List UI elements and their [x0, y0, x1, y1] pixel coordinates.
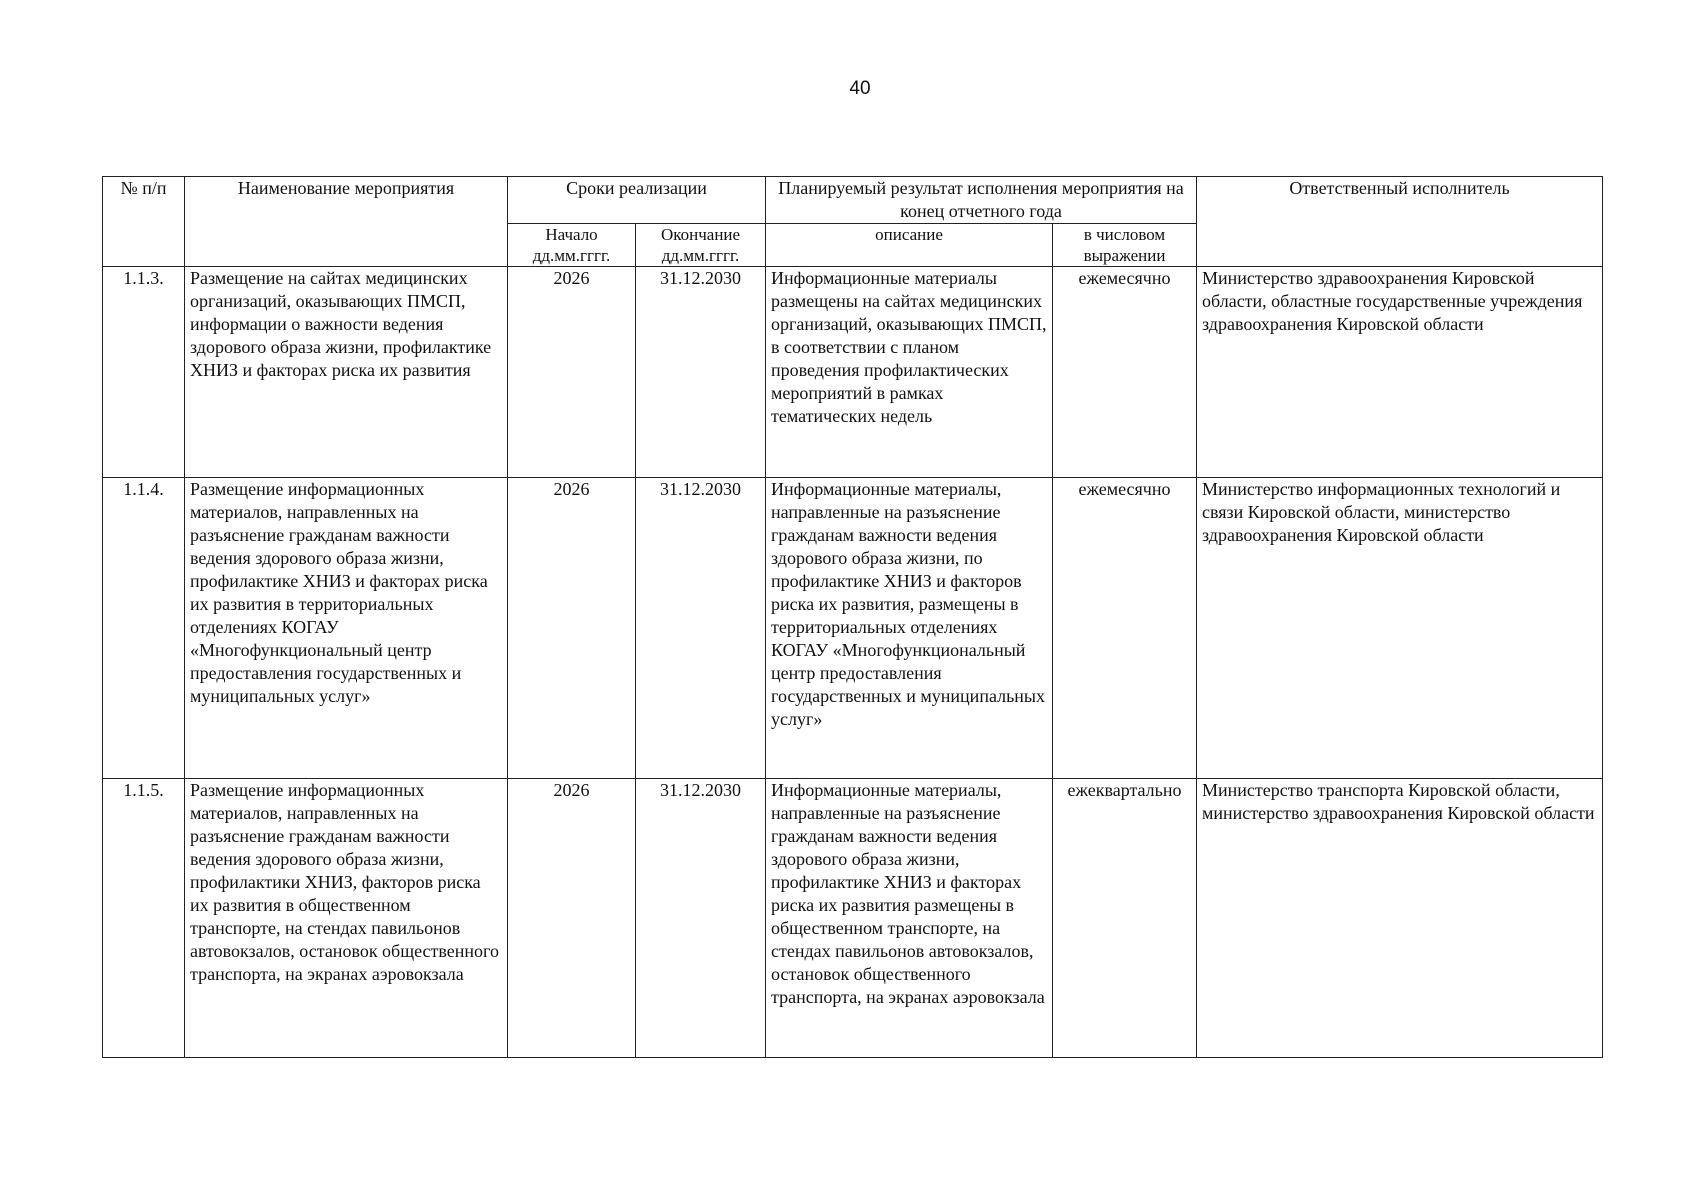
row-description: Информационные материалы, направленные на разъяснение гражданам важности ведения здорового образа жизни, профилактике ХНИЗ и факторах риска их развития размещены в общественном транспорте, на стендах павильонов автовокзалов, остановок общественного транспорта, на экранах аэровокзала: [766, 779, 1053, 1058]
table-row: [103, 267, 1603, 478]
row-numeric: ежемесячно: [1053, 267, 1197, 478]
header-result: Планируемый результат исполнения мероприятия на конец отчетного года: [766, 177, 1197, 224]
row-end: 31.12.2030: [636, 779, 766, 1058]
row-numeric: ежеквартально: [1053, 779, 1197, 1058]
row-name: Размещение на сайтах медицинских организаций, оказывающих ПМСП, информации о важности ведения здорового образа жизни, профилактике ХНИЗ и факторах риска их развития: [185, 267, 508, 478]
row-start: 2026: [508, 478, 636, 779]
row-num: 1.1.3.: [103, 267, 185, 478]
table-row: [103, 779, 1603, 1058]
header-start: Начало дд.мм.гггг.: [508, 224, 636, 267]
header-description: описание: [766, 224, 1053, 267]
row-num: 1.1.4.: [103, 478, 185, 779]
plan-table: [102, 176, 1603, 1058]
row-description: Информационные материалы размещены на сайтах медицинских организаций, оказывающих ПМСП, в соответствии с планом проведения профилактических мероприятий в рамках тематических недель: [766, 267, 1053, 478]
row-end: 31.12.2030: [636, 267, 766, 478]
row-numeric: ежемесячно: [1053, 478, 1197, 779]
table-row: [103, 478, 1603, 779]
header-row-top: [103, 177, 1603, 224]
row-num: 1.1.5.: [103, 779, 185, 1058]
row-end: 31.12.2030: [636, 478, 766, 779]
header-terms: Сроки реализации: [508, 177, 766, 224]
row-responsible: Министерство транспорта Кировской области, министерство здравоохранения Кировской области: [1197, 779, 1603, 1058]
header-end: Окончание дд.мм.гггг.: [636, 224, 766, 267]
header-numeric: в числовом выражении: [1053, 224, 1197, 267]
header-responsible: Ответственный исполнитель: [1197, 177, 1603, 267]
row-start: 2026: [508, 267, 636, 478]
row-name: Размещение информационных материалов, направленных на разъяснение гражданам важности ведения здорового образа жизни, профилактике ХНИЗ и факторах риска их развития в территориальных отделениях КОГАУ «Многофункциональный центр предоставления государственных и муниципальных услуг»: [185, 478, 508, 779]
header-num: № п/п: [103, 177, 185, 267]
header-name: Наименование мероприятия: [185, 177, 508, 267]
row-responsible: Министерство информационных технологий и связи Кировской области, министерство здравоохранения Кировской области: [1197, 478, 1603, 779]
row-name: Размещение информационных материалов, направленных на разъяснение гражданам важности ведения здорового образа жизни, профилактики ХНИЗ, факторов риска их развития в общественном транспорте, на стендах павильонов автовокзалов, остановок общественного транспорта, на экранах аэровокзала: [185, 779, 508, 1058]
row-responsible: Министерство здравоохранения Кировской области, областные государственные учреждения здравоохранения Кировской области: [1197, 267, 1603, 478]
row-start: 2026: [508, 779, 636, 1058]
row-description: Информационные материалы, направленные на разъяснение гражданам важности ведения здорового образа жизни, по профилактике ХНИЗ и факторов риска их развития, размещены в территориальных отделениях КОГАУ «Многофункциональный центр предоставления государственных и муниципальных услуг»: [766, 478, 1053, 779]
page-number: 40: [849, 78, 871, 99]
